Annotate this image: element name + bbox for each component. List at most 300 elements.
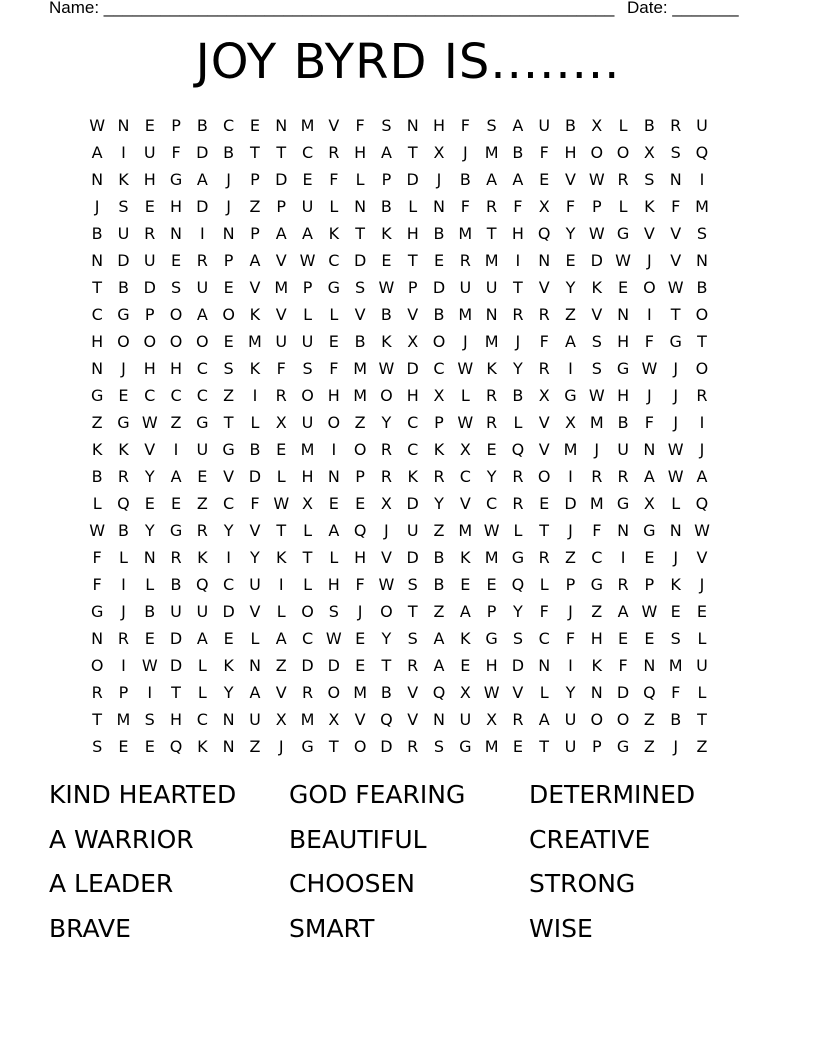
grid-letter: C (301, 143, 314, 162)
grid-letter: N (538, 656, 551, 675)
grid-letter: S (696, 224, 708, 243)
grid-letter: X (538, 386, 550, 405)
grid-letter: J (673, 548, 679, 567)
grid-letter: M (300, 116, 315, 135)
grid-letter: V (275, 305, 287, 324)
grid-letter: U (143, 251, 156, 270)
grid-letter: O (117, 332, 130, 351)
grid-letter: M (484, 143, 499, 162)
grid-row (84, 193, 740, 220)
grid-letter: Z (196, 494, 208, 513)
grid-letter: Y (381, 413, 392, 432)
grid-letter: L (329, 197, 339, 216)
grid-letter: N (91, 629, 104, 648)
grid-letter: Y (223, 521, 234, 540)
grid-letter: B (433, 305, 445, 324)
grid-letter: W (667, 440, 684, 459)
grid-letter: V (144, 440, 156, 459)
grid-letter: C (170, 386, 182, 405)
grid-letter: I (173, 440, 179, 459)
grid-letter: E (144, 737, 155, 756)
grid-letter: T (328, 737, 339, 756)
grid-row (84, 247, 740, 274)
grid-letter: Y (144, 521, 155, 540)
grid-letter: M (353, 386, 368, 405)
grid-letter: R (538, 359, 550, 378)
grid-letter: R (486, 197, 498, 216)
grid-letter: H (170, 710, 183, 729)
grid-letter: N (222, 224, 235, 243)
grid-letter: I (568, 467, 573, 486)
grid-letter: U (564, 710, 577, 729)
grid-letter: X (302, 494, 313, 513)
grid-letter: S (644, 170, 655, 189)
grid-letter: J (568, 602, 573, 621)
grid-letter: K (118, 170, 129, 189)
word-list-item: GOD FEARING (289, 780, 466, 809)
grid-letter: I (620, 548, 626, 567)
grid-letter: G (222, 440, 235, 459)
grid-letter: G (196, 413, 209, 432)
word-list-item: DETERMINED (529, 780, 696, 809)
grid-letter: R (617, 575, 629, 594)
grid-letter: L (92, 494, 102, 513)
grid-letter: R (591, 467, 603, 486)
grid-letter: K (591, 278, 603, 297)
grid-letter: Q (117, 494, 130, 513)
grid-letter: G (169, 170, 183, 189)
grid-letter: A (459, 602, 471, 621)
grid-letter: J (357, 602, 363, 621)
grid-row (84, 382, 740, 409)
grid-letter: V (407, 710, 419, 729)
grid-letter: W (141, 413, 158, 432)
grid-letter: P (302, 278, 313, 297)
grid-letter: H (432, 116, 446, 135)
grid-letter: M (695, 197, 709, 216)
grid-letter: P (171, 116, 181, 135)
grid-letter: K (670, 575, 681, 594)
grid-letter: R (512, 467, 524, 486)
grid-letter: B (91, 224, 103, 243)
grid-letter: L (408, 197, 418, 216)
grid-letter: R (486, 386, 498, 405)
grid-letter: D (117, 251, 130, 270)
grid-letter: H (485, 656, 498, 675)
grid-letter: E (486, 440, 497, 459)
grid-letter: S (407, 629, 418, 648)
grid-letter: U (143, 143, 156, 162)
grid-letter: N (643, 440, 656, 459)
grid-letter: M (116, 710, 131, 729)
grid-letter: V (459, 494, 471, 513)
grid-letter: L (671, 494, 681, 513)
grid-letter: B (380, 683, 392, 702)
grid-letter: F (644, 332, 654, 351)
grid-letter: V (407, 305, 419, 324)
grid-letter: B (433, 224, 445, 243)
grid-letter: M (300, 710, 315, 729)
grid-letter: S (118, 197, 129, 216)
grid-letter: S (92, 737, 103, 756)
grid-letter: E (618, 278, 629, 297)
page-title: JOY BYRD IS........ (195, 34, 621, 90)
grid-letter: B (91, 467, 103, 486)
grid-letter: C (328, 251, 340, 270)
grid-letter: Y (565, 224, 576, 243)
grid-letter: G (564, 386, 577, 405)
grid-letter: E (223, 278, 234, 297)
grid-letter: T (276, 521, 287, 540)
grid-letter: A (696, 467, 708, 486)
grid-letter: L (618, 197, 628, 216)
grid-letter: O (695, 359, 709, 378)
grid-letter: S (591, 359, 602, 378)
grid-letter: W (141, 656, 158, 675)
grid-letter: L (250, 413, 260, 432)
grid-letter: E (670, 602, 681, 621)
grid-letter: N (117, 116, 130, 135)
grid-letter: K (460, 548, 471, 567)
grid-letter: I (121, 656, 126, 675)
grid-row (84, 733, 740, 760)
grid-letter: I (252, 386, 258, 405)
grid-letter: L (145, 575, 155, 594)
grid-letter: H (170, 359, 183, 378)
word-list-item: A WARRIOR (49, 824, 194, 854)
grid-row (84, 328, 740, 355)
grid-letter: A (538, 710, 550, 729)
grid-letter: T (407, 602, 418, 621)
grid-letter: F (592, 521, 602, 540)
grid-letter: E (539, 170, 550, 189)
grid-letter: H (617, 332, 630, 351)
grid-letter: I (147, 683, 153, 702)
grid-letter: E (328, 332, 339, 351)
grid-row (84, 517, 740, 544)
grid-letter: K (433, 440, 445, 459)
grid-letter: A (565, 332, 576, 351)
grid-letter: L (118, 548, 128, 567)
grid-letter: R (407, 737, 419, 756)
grid-letter: K (249, 359, 261, 378)
grid-letter: R (670, 116, 682, 135)
grid-letter: V (670, 224, 682, 243)
grid-letter: S (302, 359, 313, 378)
grid-letter: Y (381, 629, 392, 648)
grid-letter: U (696, 116, 708, 135)
grid-letter: O (537, 467, 551, 486)
grid-letter: X (643, 143, 655, 162)
grid-letter: J (673, 359, 679, 378)
name-field-label: Name: ______________________________________________________ (49, 0, 615, 17)
grid-letter: W (667, 278, 684, 297)
grid-row (84, 139, 740, 166)
grid-letter: E (170, 494, 182, 513)
grid-letter: Y (565, 278, 576, 297)
grid-letter: G (616, 737, 630, 756)
grid-letter: G (485, 629, 498, 648)
grid-letter: N (170, 224, 183, 243)
grid-letter: E (197, 467, 208, 486)
grid-letter: T (92, 278, 103, 297)
grid-letter: C (223, 116, 235, 135)
grid-letter: J (647, 251, 652, 270)
grid-letter: Y (144, 467, 155, 486)
grid-letter: G (90, 602, 104, 621)
grid-letter: C (459, 467, 471, 486)
grid-letter: J (594, 440, 600, 459)
grid-letter: D (590, 251, 603, 270)
grid-letter: L (329, 548, 339, 567)
grid-letter: T (407, 143, 418, 162)
letter-grid (84, 112, 740, 760)
grid-letter: R (380, 440, 392, 459)
grid-letter: Z (696, 737, 708, 756)
grid-letter: C (196, 359, 208, 378)
grid-letter: A (433, 629, 445, 648)
grid-letter: C (144, 386, 156, 405)
grid-row (84, 490, 740, 517)
grid-letter: L (329, 305, 339, 324)
grid-letter: M (589, 494, 604, 513)
grid-letter: V (512, 683, 524, 702)
grid-letter: H (354, 548, 367, 567)
grid-letter: R (617, 170, 629, 189)
grid-letter: J (673, 386, 679, 405)
grid-letter: T (670, 305, 681, 324)
grid-letter: Y (250, 548, 260, 567)
grid-letter: A (275, 224, 287, 243)
grid-letter: H (564, 143, 577, 162)
grid-letter: R (275, 386, 287, 405)
grid-letter: V (380, 548, 392, 567)
grid-letter: M (484, 251, 499, 270)
grid-letter: W (378, 575, 395, 594)
grid-letter: I (278, 575, 284, 594)
grid-letter: N (354, 197, 367, 216)
grid-letter: E (486, 575, 497, 594)
grid-letter: U (117, 224, 130, 243)
grid-letter: W (483, 521, 500, 540)
grid-letter: W (325, 629, 342, 648)
grid-letter: X (486, 710, 498, 729)
grid-letter: E (644, 548, 655, 567)
grid-letter: S (486, 116, 497, 135)
grid-letter: W (457, 413, 474, 432)
grid-letter: E (328, 494, 339, 513)
grid-letter: J (699, 575, 705, 594)
grid-letter: O (590, 710, 604, 729)
grid-letter: A (512, 170, 524, 189)
grid-letter: Z (249, 197, 261, 216)
grid-letter: B (196, 116, 208, 135)
grid-letter: A (328, 521, 340, 540)
grid-letter: N (433, 710, 445, 729)
grid-letter: N (669, 521, 682, 540)
grid-letter: Q (695, 494, 709, 513)
grid-letter: B (670, 710, 682, 729)
grid-letter: S (670, 143, 681, 162)
grid-letter: B (696, 278, 708, 297)
grid-letter: C (486, 494, 498, 513)
grid-letter: J (515, 332, 521, 351)
grid-letter: K (91, 440, 103, 459)
grid-letter: W (588, 170, 605, 189)
grid-letter: H (91, 332, 104, 351)
grid-letter: A (380, 143, 392, 162)
grid-letter: U (170, 602, 182, 621)
grid-letter: G (117, 413, 130, 432)
grid-letter: E (144, 116, 155, 135)
grid-letter: X (275, 413, 287, 432)
grid-letter: L (303, 575, 312, 594)
grid-letter: T (381, 656, 392, 675)
grid-letter: B (433, 575, 445, 594)
grid-letter: R (170, 548, 182, 567)
grid-letter: K (118, 440, 129, 459)
grid-letter: I (199, 224, 205, 243)
grid-letter: B (565, 116, 576, 135)
grid-row (84, 625, 740, 652)
grid-letter: A (249, 251, 261, 270)
grid-row (84, 355, 740, 382)
word-list-item: SMART (289, 913, 375, 943)
grid-letter: H (143, 170, 156, 189)
grid-letter: R (486, 413, 498, 432)
grid-letter: T (355, 224, 365, 243)
grid-letter: U (196, 278, 209, 297)
grid-letter: E (460, 656, 471, 675)
grid-letter: G (616, 359, 630, 378)
grid-letter: N (590, 683, 603, 702)
word-list-item: WISE (529, 913, 593, 943)
grid-letter: U (301, 332, 314, 351)
grid-letter: K (328, 224, 340, 243)
grid-letter: X (433, 143, 445, 162)
grid-letter: B (223, 143, 235, 162)
grid-letter: S (355, 278, 366, 297)
grid-letter: Z (91, 413, 103, 432)
grid-letter: D (301, 656, 314, 675)
grid-letter: Z (565, 548, 576, 567)
grid-letter: E (355, 494, 366, 513)
grid-letter: O (301, 602, 314, 621)
grid-letter: U (459, 278, 472, 297)
grid-letter: F (671, 683, 681, 702)
grid-letter: O (353, 737, 367, 756)
grid-row (84, 463, 740, 490)
grid-letter: E (618, 629, 629, 648)
grid-letter: J (647, 386, 652, 405)
grid-letter: T (697, 710, 707, 729)
grid-letter: Y (513, 359, 523, 378)
grid-letter: H (327, 386, 340, 405)
grid-letter: R (117, 467, 129, 486)
grid-letter: L (460, 386, 470, 405)
grid-letter: P (381, 170, 392, 189)
grid-letter: E (249, 116, 260, 135)
grid-letter: F (92, 575, 102, 594)
grid-letter: B (117, 278, 129, 297)
grid-letter: D (406, 359, 419, 378)
word-list-item: A LEADER (49, 869, 174, 898)
grid-letter: S (433, 737, 445, 756)
grid-letter: Y (486, 467, 497, 486)
grid-letter: B (643, 116, 655, 135)
grid-letter: A (170, 467, 182, 486)
grid-letter: F (539, 143, 549, 162)
grid-letter: J (462, 143, 468, 162)
grid-letter: S (512, 629, 523, 648)
grid-letter: U (485, 278, 498, 297)
grid-letter: O (616, 143, 630, 162)
grid-row (84, 706, 740, 733)
grid-letter: P (434, 413, 444, 432)
grid-letter: U (538, 116, 551, 135)
grid-letter: J (121, 602, 126, 621)
grid-letter: E (144, 197, 155, 216)
grid-letter: E (565, 251, 576, 270)
grid-letter: E (302, 170, 313, 189)
grid-letter: H (590, 629, 603, 648)
grid-letter: A (196, 629, 208, 648)
grid-letter: O (327, 413, 341, 432)
grid-letter: H (354, 143, 367, 162)
grid-letter: B (380, 305, 392, 324)
grid-row (84, 301, 740, 328)
grid-letter: S (381, 116, 392, 135)
grid-letter: T (250, 143, 260, 162)
word-list-item: CHOOSEN (289, 869, 415, 898)
grid-letter: L (697, 629, 707, 648)
grid-letter: F (565, 629, 576, 648)
grid-letter: L (355, 170, 365, 189)
grid-letter: U (301, 413, 314, 432)
grid-letter: E (539, 494, 550, 513)
grid-letter: D (380, 737, 393, 756)
grid-letter: G (511, 548, 525, 567)
grid-letter: V (328, 116, 340, 135)
grid-letter: R (407, 656, 419, 675)
grid-letter: R (538, 548, 550, 567)
grid-letter: F (329, 359, 339, 378)
grid-letter: J (462, 332, 468, 351)
grid-letter: N (669, 170, 682, 189)
grid-letter: D (406, 170, 419, 189)
grid-letter: F (460, 197, 470, 216)
grid-letter: R (301, 683, 314, 702)
grid-letter: Y (513, 602, 523, 621)
word-list-item: CREATIVE (529, 824, 651, 854)
grid-letter: T (223, 413, 234, 432)
grid-letter: T (539, 737, 550, 756)
grid-letter: F (92, 548, 102, 567)
grid-letter: L (539, 683, 549, 702)
grid-letter: I (699, 413, 705, 432)
grid-letter: F (539, 332, 549, 351)
grid-letter: D (248, 467, 262, 486)
grid-letter: J (436, 170, 442, 189)
grid-letter: E (381, 251, 392, 270)
grid-letter: N (248, 656, 261, 675)
grid-letter: Q (643, 683, 656, 702)
grid-letter: Y (434, 494, 444, 513)
grid-letter: V (538, 278, 550, 297)
grid-letter: N (617, 521, 630, 540)
grid-letter: Y (223, 683, 234, 702)
grid-letter: D (196, 197, 209, 216)
